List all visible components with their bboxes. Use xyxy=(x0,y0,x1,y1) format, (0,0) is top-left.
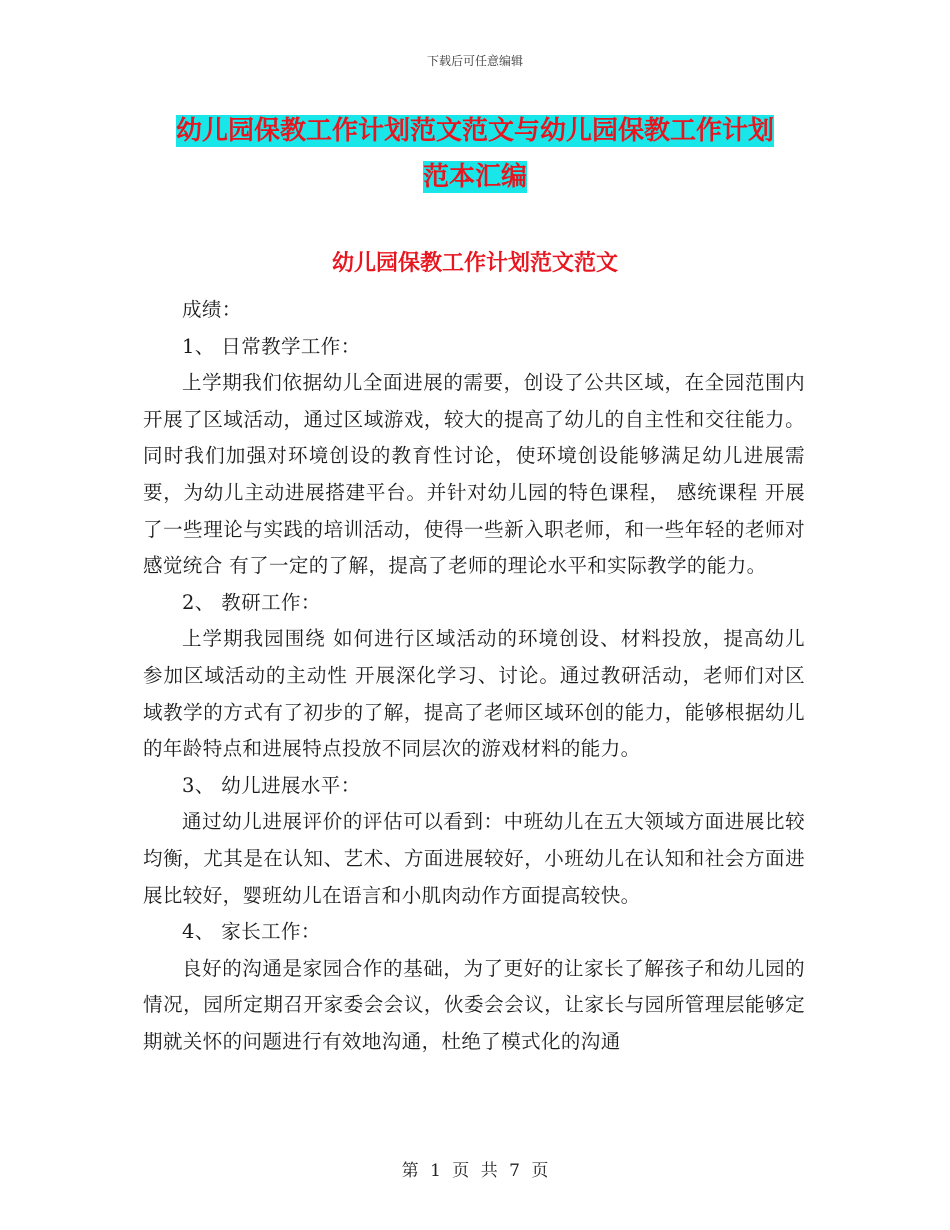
paragraph-parent-work: 良好的沟通是家园合作的基础，为了更好的让家长了解孩子和幼儿园的情况，园所定期召开家委会会议，伙委会会议，让家长与园所管理层能够定期就关怀的问题进行有效地沟通，杜绝了模式化的沟通 xyxy=(143,956,805,1053)
paragraph-child-development: 通过幼儿进展评价的评估可以看到：中班幼儿在五大领域方面进展比较均衡，尤其是在认知、艺术、方面进展较好，小班幼儿在认知和社会方面进展比较好，婴班幼儿在语言和小肌肉动作方面提高较快。 xyxy=(143,810,805,907)
page-header-note: 下载后可任意编辑 xyxy=(426,54,523,68)
heading-teaching-research: 2、 教研工作： xyxy=(182,590,321,614)
heading-child-development: 3、 幼儿进展水平： xyxy=(182,773,361,797)
section-title: 幼儿园保教工作计划范文范文 xyxy=(331,250,618,276)
document-title-line-2: 范本汇编 xyxy=(422,162,527,192)
document-title xyxy=(140,108,810,200)
page-number: 第 1 页 共 7 页 xyxy=(401,1161,549,1181)
heading-daily-teaching: 1、 日常教学工作： xyxy=(182,334,361,358)
paragraph-results-label: 成绩： xyxy=(182,298,242,321)
paragraph-teaching-research: 上学期我园围绕 如何进行区域活动的环境创设、材料投放，提高幼儿参加区域活动的主动性 开展深化学习、讨论。通过教研活动，老师们对区域教学的方式有了初步的了解，提高了老师区域环创的能力，能够根据幼儿的年龄特点和进展特点投放不同层次的游戏材料的能力。 xyxy=(143,627,805,761)
paragraph-daily-teaching: 上学期我们依据幼儿全面进展的需要，创设了公共区域，在全园范围内开展了区域活动，通过区域游戏，较大的提高了幼儿的自主性和交往能力。同时我们加强对环境创设的教育性讨论，使环境创设能够满足幼儿进展需要，为幼儿主动进展搭建平台。并针对幼儿园的特色课程， 感统课程 开展了一些理论与实践的培训活动，使得一些新入职老师，和一些年轻的老师对 感觉统合 有了一定的了解，提高了老师的理论水平和实际教学的能力。 xyxy=(143,371,805,578)
heading-parent-work: 4、 家长工作： xyxy=(182,920,321,944)
document-title-line-1: 幼儿园保教工作计划范文范文与幼儿园保教工作计划 xyxy=(175,116,774,146)
document-body xyxy=(143,292,805,1060)
